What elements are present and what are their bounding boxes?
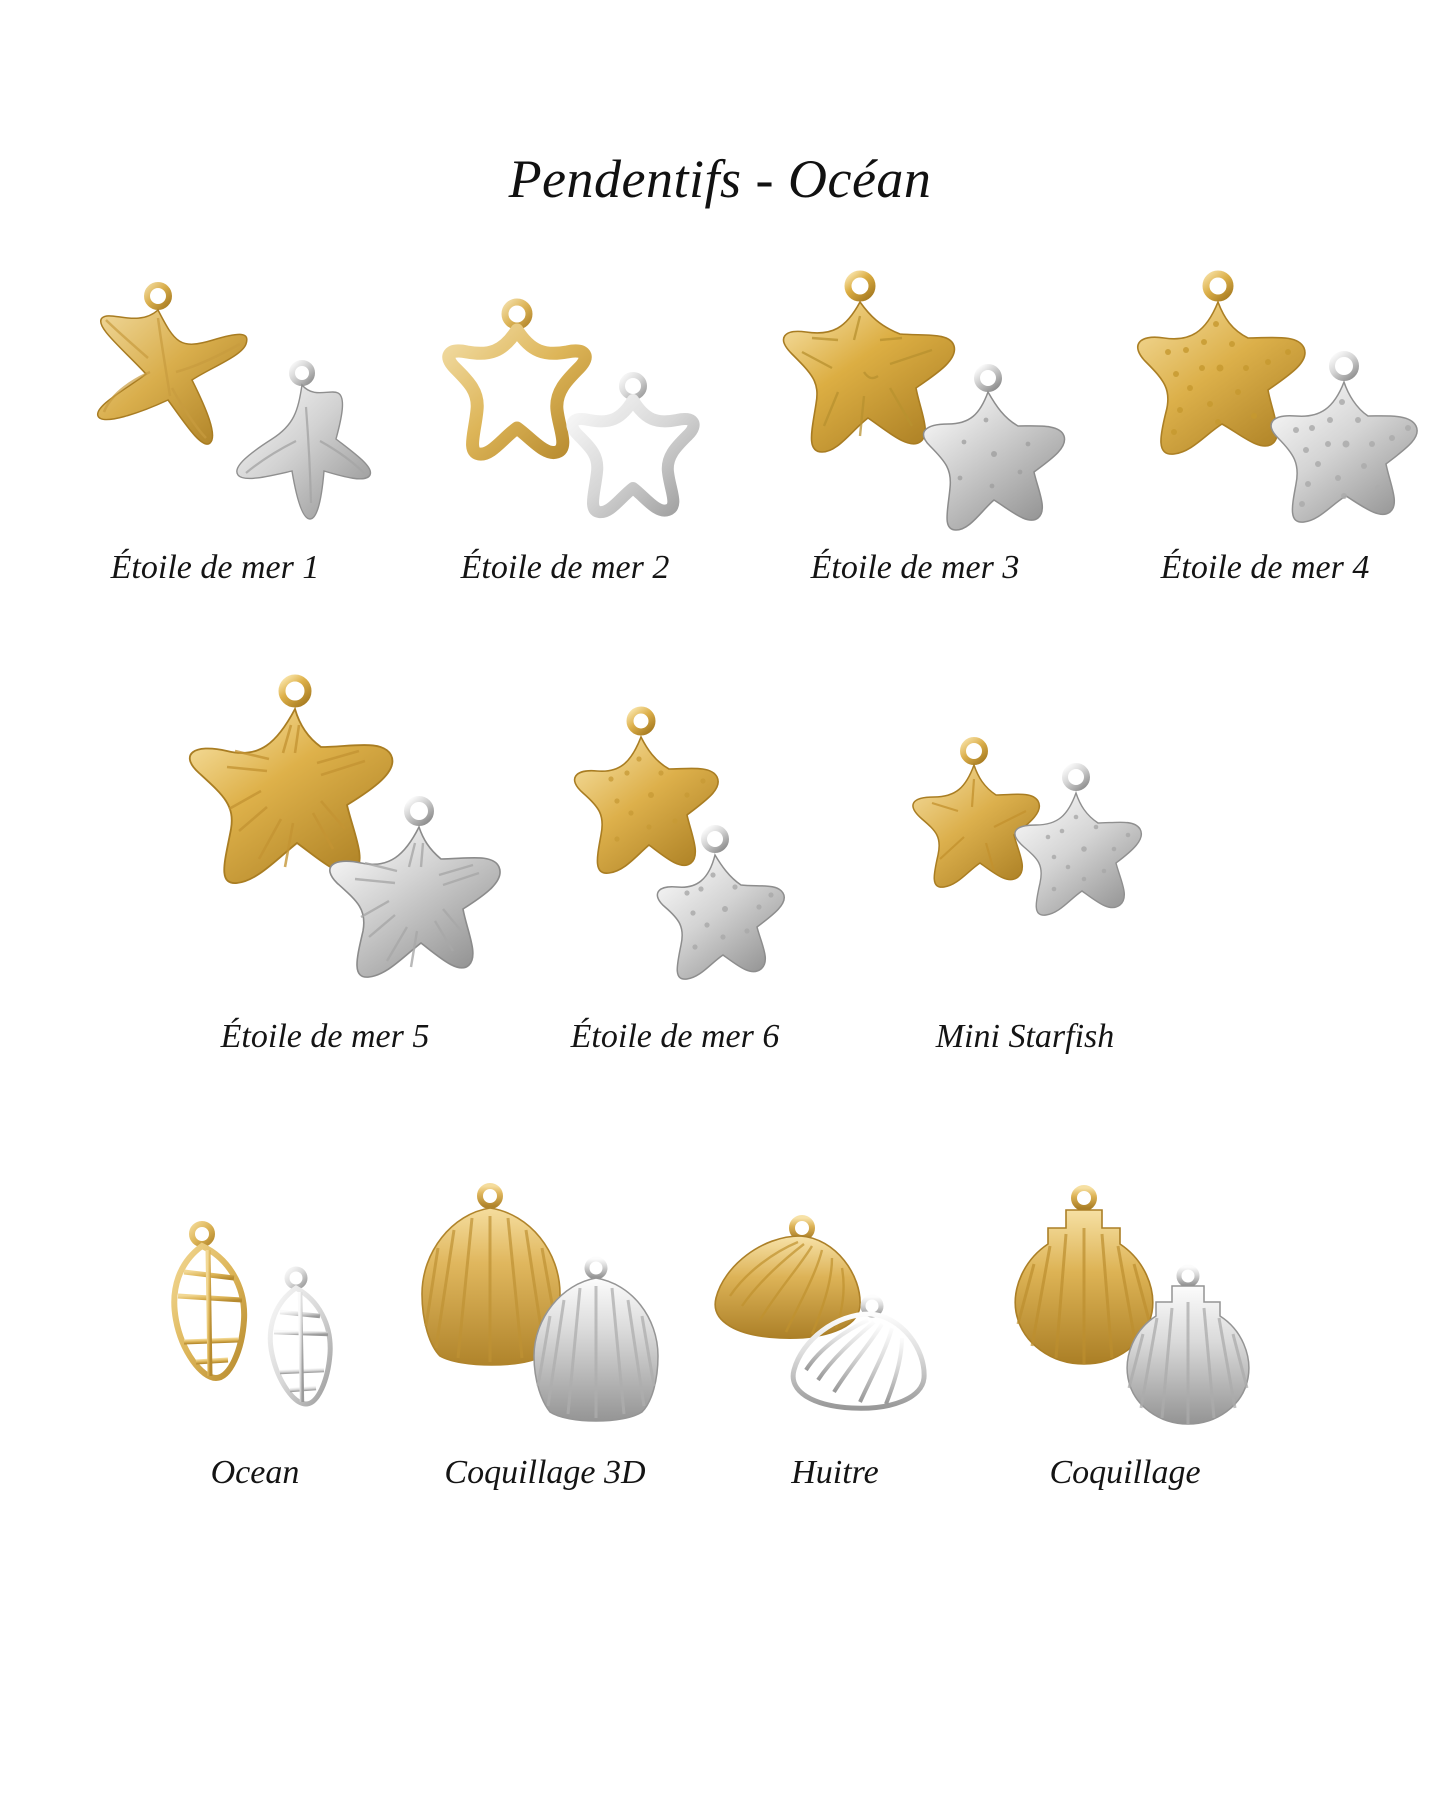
pendant-row-3 — [0, 1174, 1440, 1492]
pendant-label: Coquillage 3D — [444, 1454, 646, 1491]
pendant-item-etoile-de-mer-3[interactable] — [740, 268, 1090, 587]
starfish-chunky-pair-icon — [500, 669, 850, 1014]
pendant-item-ocean[interactable] — [110, 1174, 400, 1492]
pendant-item-etoile-de-mer-6[interactable] — [500, 669, 850, 1056]
pendant-label: Ocean — [210, 1454, 300, 1491]
pendant-label: Étoile de mer 6 — [570, 1018, 780, 1055]
pendant-label: Étoile de mer 5 — [220, 1018, 430, 1055]
pendant-label: Huitre — [791, 1454, 879, 1491]
pendant-label: Étoile de mer 1 — [110, 549, 320, 586]
scallop-3d-pair-icon — [400, 1174, 690, 1444]
pendant-item-coquillage-3d[interactable] — [400, 1174, 690, 1492]
starfish-smooth-pair-icon — [40, 268, 390, 543]
pendant-item-etoile-de-mer-5[interactable] — [150, 669, 500, 1056]
pendant-label: Étoile de mer 3 — [810, 549, 1020, 586]
pendant-item-etoile-de-mer-2[interactable] — [390, 268, 740, 587]
mini-starfish-pair-icon — [850, 669, 1200, 1014]
oyster-shell-pair-icon — [690, 1174, 980, 1444]
pendant-item-huitre[interactable] — [690, 1174, 980, 1492]
starfish-dotted-pair-icon — [1090, 268, 1440, 543]
pendant-row-1 — [0, 268, 1440, 587]
starfish-outline-pair-icon — [390, 268, 740, 543]
starfish-ridged-pair-icon — [740, 268, 1090, 543]
scallop-flat-pair-icon — [980, 1174, 1270, 1444]
pendant-label: Étoile de mer 4 — [1160, 549, 1370, 586]
pendant-row-2 — [0, 669, 1440, 1056]
page-title: Pendentifs - Océan — [508, 149, 932, 209]
pendant-item-etoile-de-mer-1[interactable] — [40, 268, 390, 587]
pendant-label: Étoile de mer 2 — [460, 549, 670, 586]
pendant-item-coquillage[interactable] — [980, 1174, 1270, 1492]
pendant-item-mini-starfish[interactable] — [850, 669, 1200, 1056]
pendant-label: Mini Starfish — [935, 1018, 1115, 1055]
pendant-item-etoile-de-mer-4[interactable] — [1090, 268, 1440, 587]
conch-shell-pair-icon — [110, 1174, 400, 1444]
pendant-label: Coquillage — [1049, 1454, 1201, 1491]
starfish-striated-pair-icon — [150, 669, 500, 1014]
